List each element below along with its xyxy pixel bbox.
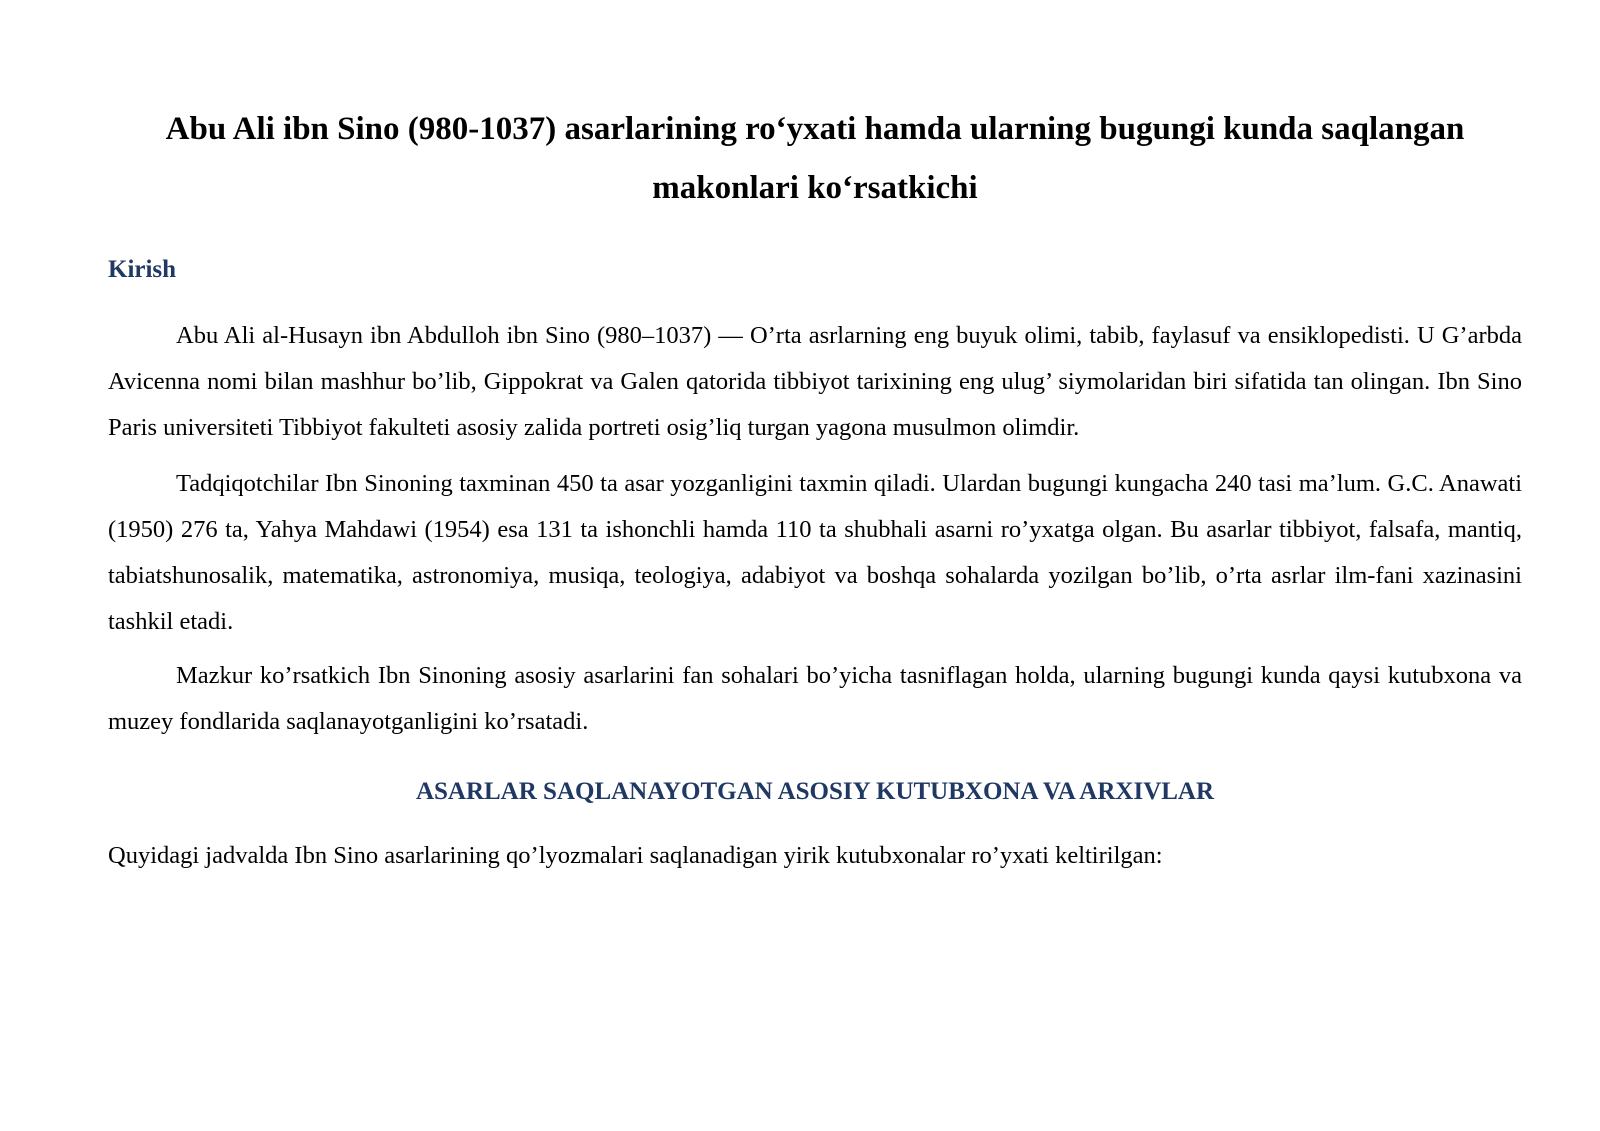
libraries-intro-paragraph: Quyidagi jadvalda Ibn Sino asarlarining qo’lyozmalari saqlanadigan yirik kutubxonalar ro’yxati keltirilgan: [108, 842, 1163, 869]
intro-heading: Kirish [108, 256, 177, 283]
document-title: Abu Ali ibn Sino (980-1037) asarlarining ro‘yxati hamda ularning bugungi kunda saqlangan makonlari ko‘rsatkichi [165, 111, 1465, 206]
libraries-heading: ASARLAR SAQLANAYOTGAN ASOSIY KUTUBXONA VA ARXIVLAR [415, 778, 1215, 805]
intro-paragraph-2: Tadqiqotchilar Ibn Sinoning taxminan 450 ta asar yozganligini taxmin qiladi. Ulardan bugungi kungacha 240 tasi ma’lum. G.C. Anawati (1950) 276 ta, Yahya Mahdawi (1954) esa 131 ta ishonchli hamda 110 ta shubhali asarni ro’yxatga olgan. Bu asarlar tibbiyot, falsafa, mantiq, tabiatshunosalik, matematika, astronomiya, musiqa, teologiya, adabiyot va boshqa sohalarda yozilgan bo’lib, o’rta asrlar ilm-fani xazinasini tashkil etadi. [108, 470, 1522, 635]
document-page [108, 0, 1522, 1131]
intro-paragraph-1: Abu Ali al-Husayn ibn Abdulloh ibn Sino (980–1037) — O’rta asrlarning eng buyuk olimi, tabib, faylasuf va ensiklopedisti. U G’arbda Avicenna nomi bilan mashhur bo’lib, Gippokrat va Galen qatorida tibbiyot tarixining eng ulug’ siymolaridan biri sifatida tan olingan. Ibn Sino Paris universiteti Tibbiyot fakulteti asosiy zalida portreti osig’liq turgan yagona musulmon olimdir. [108, 322, 1522, 441]
intro-paragraph-3: Mazkur ko’rsatkich Ibn Sinoning asosiy asarlarini fan sohalari bo’yicha tasniflagan holda, ularning bugungi kunda qaysi kutubxona va muzey fondlarida saqlanayotganligini ko’rsatadi. [108, 662, 1522, 735]
